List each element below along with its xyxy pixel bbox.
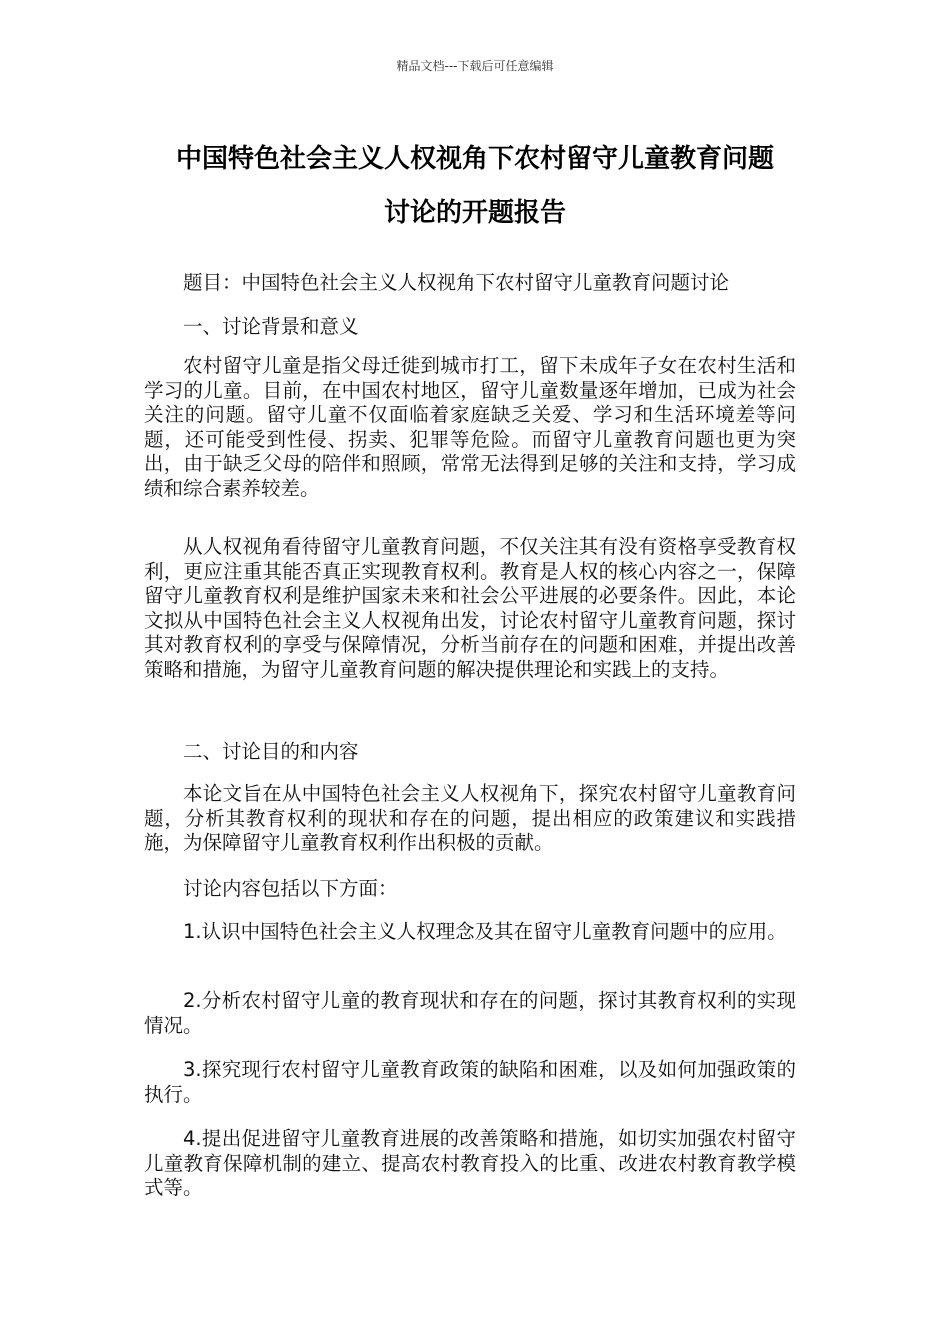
section-2-paragraph-1: 本论文旨在从中国特色社会主义人权视角下，探究农村留守儿童教育问题，分析其教育权利的现状和存在的问题，提出相应的政策建议和实践措施，为保障留守儿童教育权利作出积极的贡献。	[144, 782, 796, 854]
section-2-heading: 二、讨论目的和内容	[183, 740, 359, 763]
section-1-paragraph-1: 农村留守儿童是指父母迁徙到城市打工，留下未成年子女在农村生活和学习的儿童。目前，在中国农村地区，留守儿童数量逐年增加，已成为社会关注的问题。留守儿童不仅面临着家庭缺乏关爱、学习和生活环境差等问题，还可能受到性侵、拐卖、犯罪等危险。而留守儿童教育问题也更为突出，由于缺乏父母的陪伴和照顾，常常无法得到足够的关注和支持，学习成绩和综合素养较差。	[144, 354, 796, 500]
section-1-heading: 一、讨论背景和意义	[183, 315, 359, 338]
list-item: 4.提出促进留守儿童教育进展的改善策略和措施，如切实加强农村留守儿童教育保障机制的建立、提高农村教育投入的比重、改进农村教育教学模式等。	[144, 1127, 796, 1199]
header-note: 精品文档---下载后可任意编辑	[396, 59, 554, 73]
list-item: 3.探究现行农村留守儿童教育政策的缺陷和困难，以及如何加强政策的执行。	[144, 1058, 796, 1106]
topic-line: 题目：中国特色社会主义人权视角下农村留守儿童教育问题讨论	[183, 271, 730, 294]
section-1-paragraph-2: 从人权视角看待留守儿童教育问题，不仅关注其有没有资格享受教育权利，更应注重其能否真正实现教育权利。教育是人权的核心内容之一，保障留守儿童教育权利是维护国家未来和社会公平进展的必要条件。因此，本论文拟从中国特色社会主义人权视角出发，讨论农村留守儿童教育问题，探讨其对教育权利的享受与保障情况，分析当前存在的问题和困难，并提出改善策略和措施，为留守儿童教育问题的解决提供理论和实践上的支持。	[144, 535, 796, 681]
title-line-2: 讨论的开题报告	[383, 198, 566, 228]
list-item: 1.认识中国特色社会主义人权理念及其在留守儿童教育问题中的应用。	[183, 920, 787, 943]
section-2-intro: 讨论内容包括以下方面：	[183, 877, 398, 900]
document-title	[100, 132, 850, 240]
list-item: 2.分析农村留守儿童的教育现状和存在的问题，探讨其教育权利的实现情况。	[144, 989, 796, 1037]
title-line-1: 中国特色社会主义人权视角下农村留守儿童教育问题	[175, 144, 774, 174]
